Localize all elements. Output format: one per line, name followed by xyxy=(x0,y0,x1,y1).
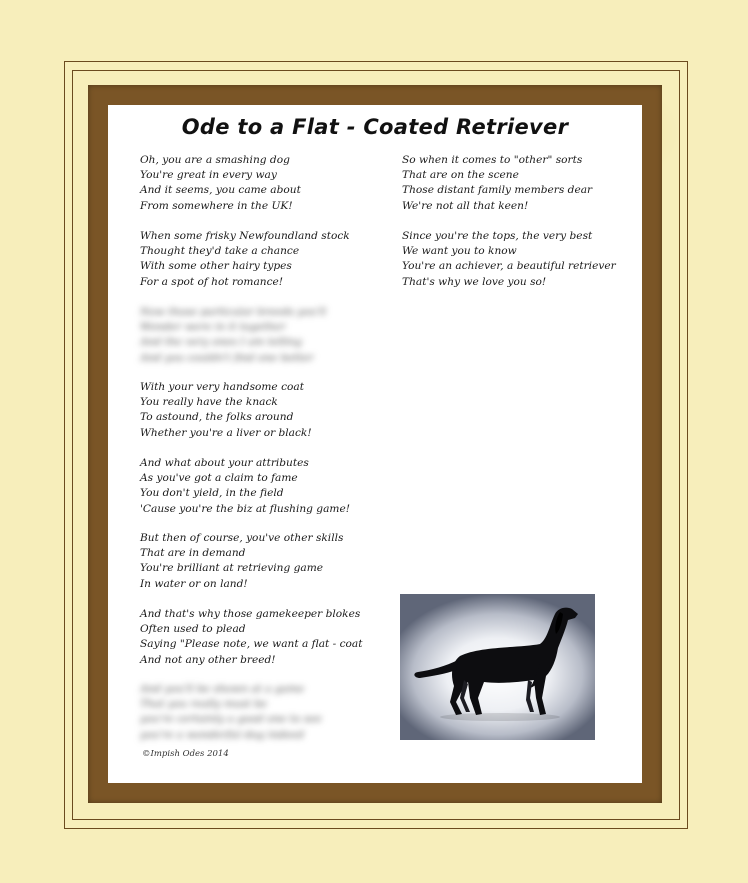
poem-line: That are in demand xyxy=(140,547,246,560)
poem-line: And you couldn't find one better xyxy=(140,351,314,364)
stanza-left-6 xyxy=(140,531,343,592)
poem-line: We're not all that keen! xyxy=(402,199,529,212)
poem-line: You really have the knack xyxy=(140,396,278,409)
poem-line: And that's why those gamekeeper blokes xyxy=(140,608,361,620)
poem-line: Now those particular breeds you'll xyxy=(140,306,327,318)
poem-line: You're brilliant at retrieving game xyxy=(140,562,324,575)
poem-line: To astound, the folks around xyxy=(140,411,294,424)
poem-line: Those distant family members dear xyxy=(402,184,593,197)
stanza-right-1 xyxy=(402,153,592,214)
poem-line: But then of course, you've other skills xyxy=(140,532,344,544)
poem-line: And what about your attributes xyxy=(140,457,309,469)
dog-photo xyxy=(400,594,595,740)
poem-line: That you really must be xyxy=(140,698,268,711)
stanza-left-7 xyxy=(140,607,362,668)
poem-line: For a spot of hot romance! xyxy=(140,275,284,288)
poem-line: We want you to know xyxy=(402,245,517,258)
poem-line: And it seems, you came about xyxy=(140,184,301,197)
poem-line: you're certainly a good one to see xyxy=(140,713,322,726)
poem-line: you're a wonderful dog indeed xyxy=(140,728,304,741)
poem-line: With some other hairy types xyxy=(140,260,292,273)
stanza-left-5 xyxy=(140,456,350,517)
poem-line: You don't yield, in the field xyxy=(140,487,284,500)
poem-line: That's why we love you so! xyxy=(402,275,547,288)
poem-line: As you've got a claim to fame xyxy=(140,472,298,485)
stanza-right-2 xyxy=(402,229,616,290)
copyright-text: ©Impish Odes 2014 xyxy=(142,749,229,759)
poem-line: With your very handsome coat xyxy=(140,381,304,393)
poem-paper xyxy=(108,105,642,783)
poem-line: You're an achiever, a beautiful retriever xyxy=(402,260,616,273)
poem-line: So when it comes to "other" sorts xyxy=(402,154,583,166)
poem-line: Thought they'd take a chance xyxy=(140,245,300,258)
poem-line: That are on the scene xyxy=(402,169,519,182)
poem-line: In water or on land! xyxy=(140,577,248,590)
stanza-left-1 xyxy=(140,153,301,214)
poem-line: Saying "Please note, we want a flat - coat xyxy=(140,638,363,651)
poem-line: You're great in every way xyxy=(140,169,277,182)
poem-line: And not any other breed! xyxy=(140,653,276,666)
poem-line: When some frisky Newfoundland stock xyxy=(140,230,350,242)
retriever-silhouette-icon xyxy=(400,594,595,740)
poem-line: And you'll be shown at a game xyxy=(140,683,305,695)
stanza-left-3-blurred xyxy=(140,305,326,366)
stanza-left-2 xyxy=(140,229,350,290)
stanza-left-4 xyxy=(140,380,312,441)
poem-line: Wonder were in it together xyxy=(140,321,286,334)
poem-line: 'Cause you're the biz at flushing game! xyxy=(140,502,350,515)
poem-line: From somewhere in the UK! xyxy=(140,199,293,212)
poem-line: Since you're the tops, the very best xyxy=(402,230,593,242)
poem-line: And the very ones I am telling xyxy=(140,336,302,349)
poem-line: Whether you're a liver or black! xyxy=(140,426,312,439)
poem-title: Ode to a Flat - Coated Retriever xyxy=(181,115,569,139)
stanza-left-8-blurred xyxy=(140,682,322,743)
poem-line: Oh, you are a smashing dog xyxy=(140,154,290,166)
poem-line: Often used to plead xyxy=(140,623,246,636)
